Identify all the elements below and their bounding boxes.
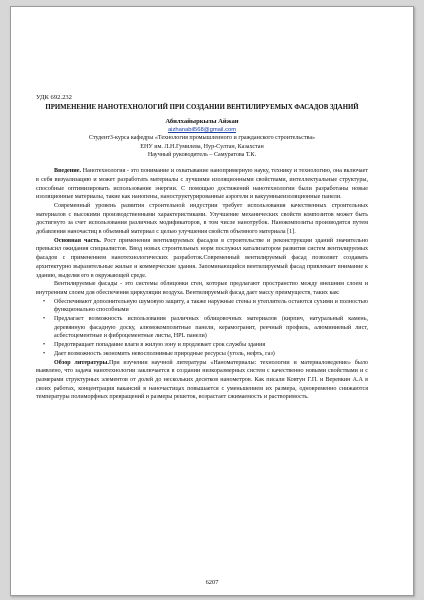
spacer <box>36 160 368 167</box>
bullet-marker: • <box>43 316 46 323</box>
list-item-text: Предлагает возможность использования различных облицовочных материалов (кирпич, натуральный камень, деревянную фасадную доску, алюмокомпозитные панели, керамогранит, реечный профиль, алюминиевый лист, асбестоцементные и фиброцементные листы, HPL панели) <box>54 316 368 340</box>
main-text: Рост применения вентилируемых фасадов в строительстве и реконструкции зданий значительно превысил ожидания специалистов. Ввод новых строительных норм послужил катализатором развития систем вентилируемых фасадов с применением нанотехнологических разработок.Современный вентилируемый фасад позволяет создавать архитектурно выразительные жилые и коммерческие здания. Запоминающийся вентилируемый фасад привлекает внимание к зданию, выделяя его в окружающей среде. <box>36 237 368 279</box>
list-item <box>36 315 368 341</box>
list-item-text: Предотвращает попадание влаги в жилую зону и продлевает срок службы здания <box>54 342 266 349</box>
section-lead-intro: Введение. <box>54 168 82 175</box>
list-item <box>36 350 368 359</box>
bullet-marker: • <box>43 298 46 305</box>
section-lead-review: Обзор литературы. <box>54 359 109 366</box>
section-lead-main: Основная часть. <box>54 237 101 244</box>
article-body <box>36 94 368 402</box>
affiliation-line: ЕНУ им. Л.Н.Гумилева, Нур-Султан, Казахстан <box>140 143 264 150</box>
list-item <box>36 341 368 350</box>
review-text: При изучении научной литературы «Наноматериалы: технологии и материаловедение» было выявлено, что задача нанотехнологии заключается в создании низкоразмерных систем с качественно новыми свойствами и с размерами структурных элементов от долей до нескольких десятков нанометров. Как писали Ковтун Г.П. и Веревкин А.А в своих работах, концентрация вакансий в наночастицах повышается с уменьшением их размера, одновременно снижаются температуры полиморфных превращений и размеры решеток, возрастает сжимаемость и растворимость. <box>36 359 368 401</box>
review-paragraph <box>36 359 368 403</box>
udk-code: УДК 692.232 <box>36 94 72 101</box>
article-title: ПРИМЕНЕНИЕ НАНОТЕХНОЛОГИЙ ПРИ СОЗДАНИИ ВЕНТИЛИРУЕМЫХ ФАСАДОВ ЗДАНИЙ <box>45 103 359 111</box>
list-item-text: Обеспечивают дополнительную шумовую защиту, а также наружные стены и утеплитель остаются сухими и полностью функционально способными <box>54 298 368 314</box>
list-item-text: Дает возможность экономить невосполнимые природные ресурсы (уголь, нефть, газ) <box>54 350 275 357</box>
paragraph-industry: Современный уровень развития строительной индустрии требует использования качественных строительных материалов с высокими производственными характеристиками. Улучшение механических свойств композитов может быть достигнуто за счет использования различных модификаторов, в том числе нанотрубок. Нанокомпозиты производятся путем добавления наночастиц в объемный материал с целью улучшения свойств объемного материала [1]. <box>36 202 368 236</box>
intro-paragraph <box>36 167 368 202</box>
paragraph-ventilated-facades: Вентилируемые фасады - это системы облицовки стен, которые предлагают пространство между внешним слоем и внутренним слоем для обеспечения циркуляции воздуха. Вентилируемый фасад дает массу преимуществ, таких как: <box>36 281 368 296</box>
bullet-marker: • <box>43 350 46 357</box>
bullet-marker: • <box>43 342 46 349</box>
author-email-link[interactable]: aizhanabil568@gmail.com <box>167 127 237 133</box>
main-paragraph <box>36 237 368 281</box>
author-name: Абилхайыркызы Айжан <box>165 118 239 126</box>
page-number: 6207 <box>205 579 219 586</box>
intro-text: Нанотехнология - это понимание и охватывание нанопримерную науку, технику и технологию, она включает в себя визуализацию и может разработать материалы с лучшими изоляционными свойствами, интеллектуальные структуры, способные оптимизировать использование энергии. С помощью достижений нанотехнологии были разработаны новые изоляционные материалы, такие как нанопены, наноструктурированные аэрогели и вакуумныеизоляционные панели. <box>36 168 368 201</box>
list-item <box>36 298 368 315</box>
supervisor-line: Научный руководитель – Самуратова Т.К. <box>147 152 257 159</box>
affiliation-line: Студент3-курса кафедры «Технология промышленного и гражданского строительства» <box>88 135 316 141</box>
document-page <box>10 6 414 596</box>
